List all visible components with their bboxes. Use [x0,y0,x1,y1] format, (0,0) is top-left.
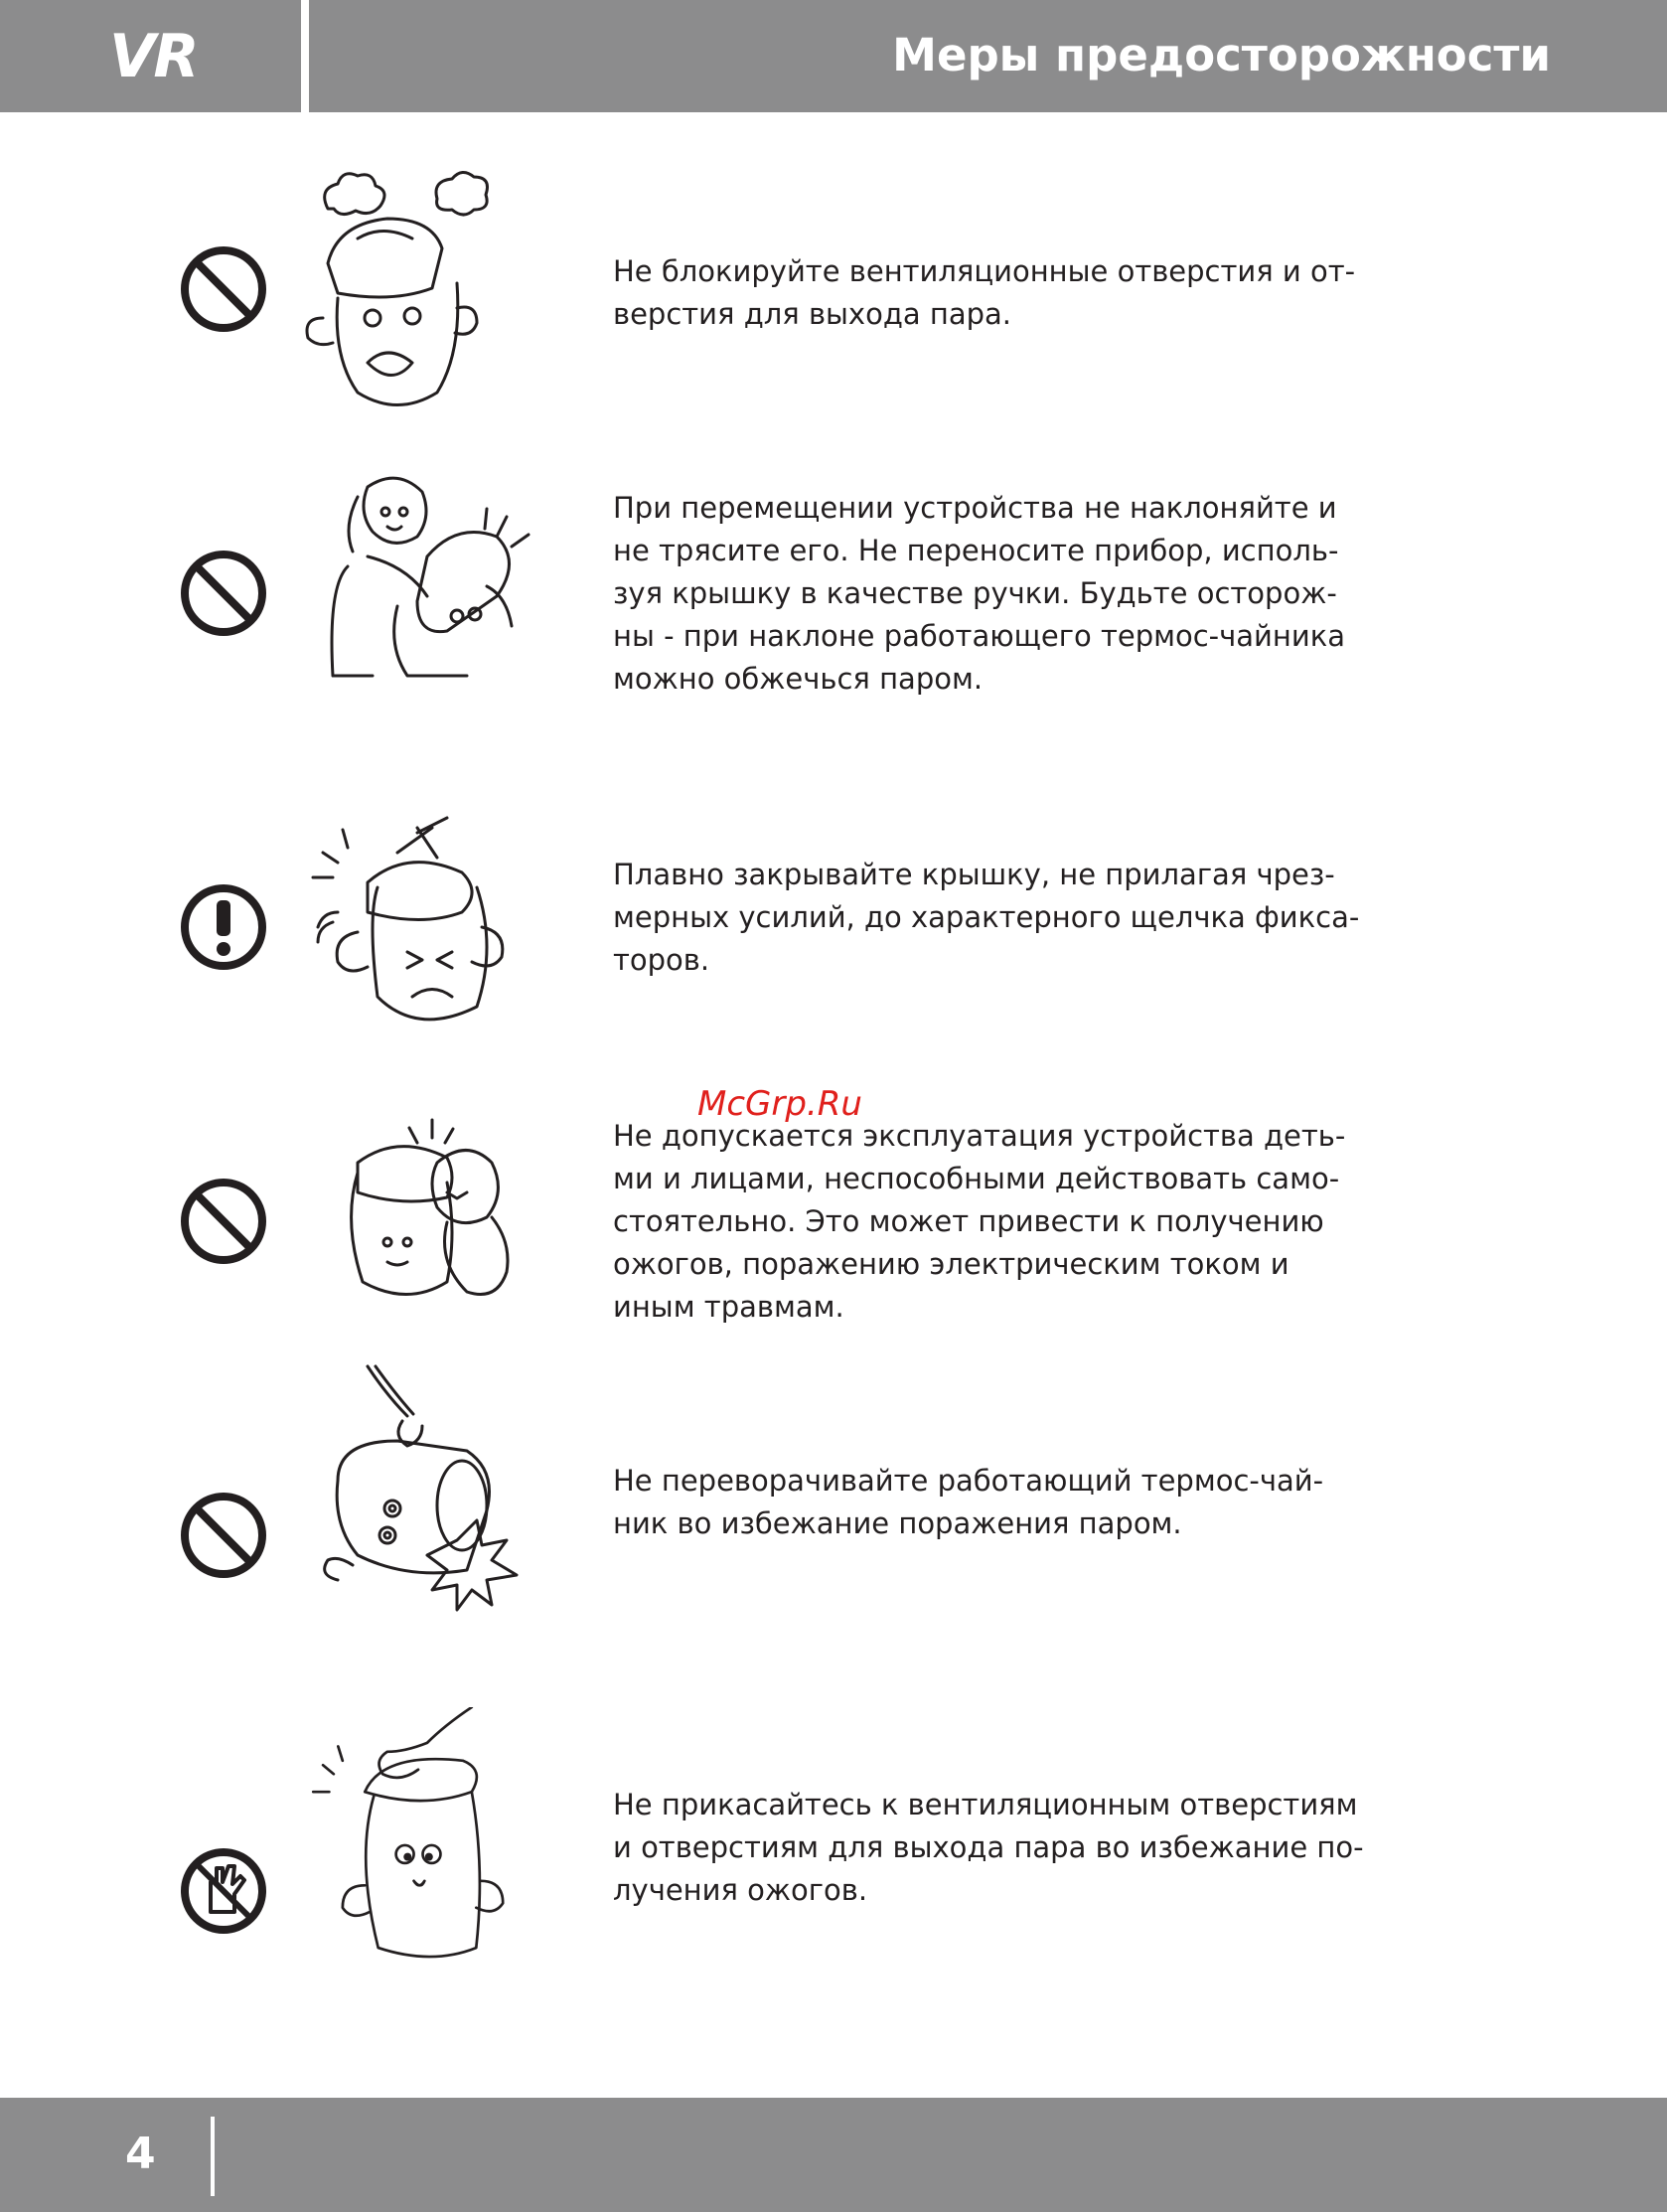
precaution-text-line: верстия для выхода пара. [613,297,1012,331]
prohibition-icon [179,244,268,334]
page-number: 4 [125,2129,156,2179]
precaution-text-line: мерных усилий, до характерного щелчка фикса- [613,900,1360,934]
precaution-text-line: ми и лицами, неспособными действовать само- [613,1162,1340,1195]
precaution-text-line: Не прикасайтесь к вентиляционным отверстиям [613,1788,1358,1821]
footer-divider [211,2117,215,2196]
precaution-text-line: зуя крышку в качестве ручки. Будьте осторож- [613,576,1337,610]
page-title: Меры предосторожности [892,29,1551,81]
precaution-text-line: стоятельно. Это может привести к получению [613,1204,1324,1238]
precaution-text-line: При перемещении устройства не наклоняйте и [613,491,1337,525]
precaution-text-line: Не переворачивайте работающий термос-чай- [613,1464,1324,1498]
hot-vent-touch-illustration [298,1707,556,1966]
watermark: McGrp.Ru [697,1084,862,1124]
precaution-text-line: и отверстиям для выхода пара во избежание по- [613,1830,1364,1864]
blocked-vent-kettle-illustration [298,169,556,427]
precaution-text-line: ны - при наклоне работающего термос-чайника [613,619,1345,653]
precaution-text-line: ник во избежание поражения паром. [613,1506,1182,1540]
overturned-kettle-illustration [298,1361,556,1620]
header-title-bar [309,0,1667,112]
prohibition-icon [179,1491,268,1580]
precaution-text-line: торов. [613,943,710,977]
brand-logo: VR [109,22,198,91]
precaution-text-line: можно обжечься паром. [613,662,984,696]
no-touch-hand-icon [179,1846,268,1936]
warning-exclamation-icon [179,882,268,972]
precaution-text-line: Не блокируйте вентиляционные отверстия и от- [613,254,1356,288]
precaution-text-line: лучения ожогов. [613,1873,868,1907]
prohibition-icon [179,1177,268,1266]
lid-slam-illustration [298,813,556,1071]
header-logo-bar [0,0,301,112]
precaution-text-line: Не допускается эксплуатация устройства деть- [613,1119,1346,1153]
precaution-text-line: ожогов, поражению электрическим током и [613,1247,1289,1281]
precaution-text-line: иным травмам. [613,1290,844,1324]
footer-bar [0,2098,1667,2212]
precaution-text-line: Плавно закрывайте крышку, не прилагая чрез- [613,858,1335,891]
tilted-kettle-illustration [298,467,556,725]
precaution-text-line: не трясите его. Не переносите прибор, исполь- [613,534,1339,567]
child-with-kettle-illustration [298,1103,556,1361]
prohibition-icon [179,549,268,638]
